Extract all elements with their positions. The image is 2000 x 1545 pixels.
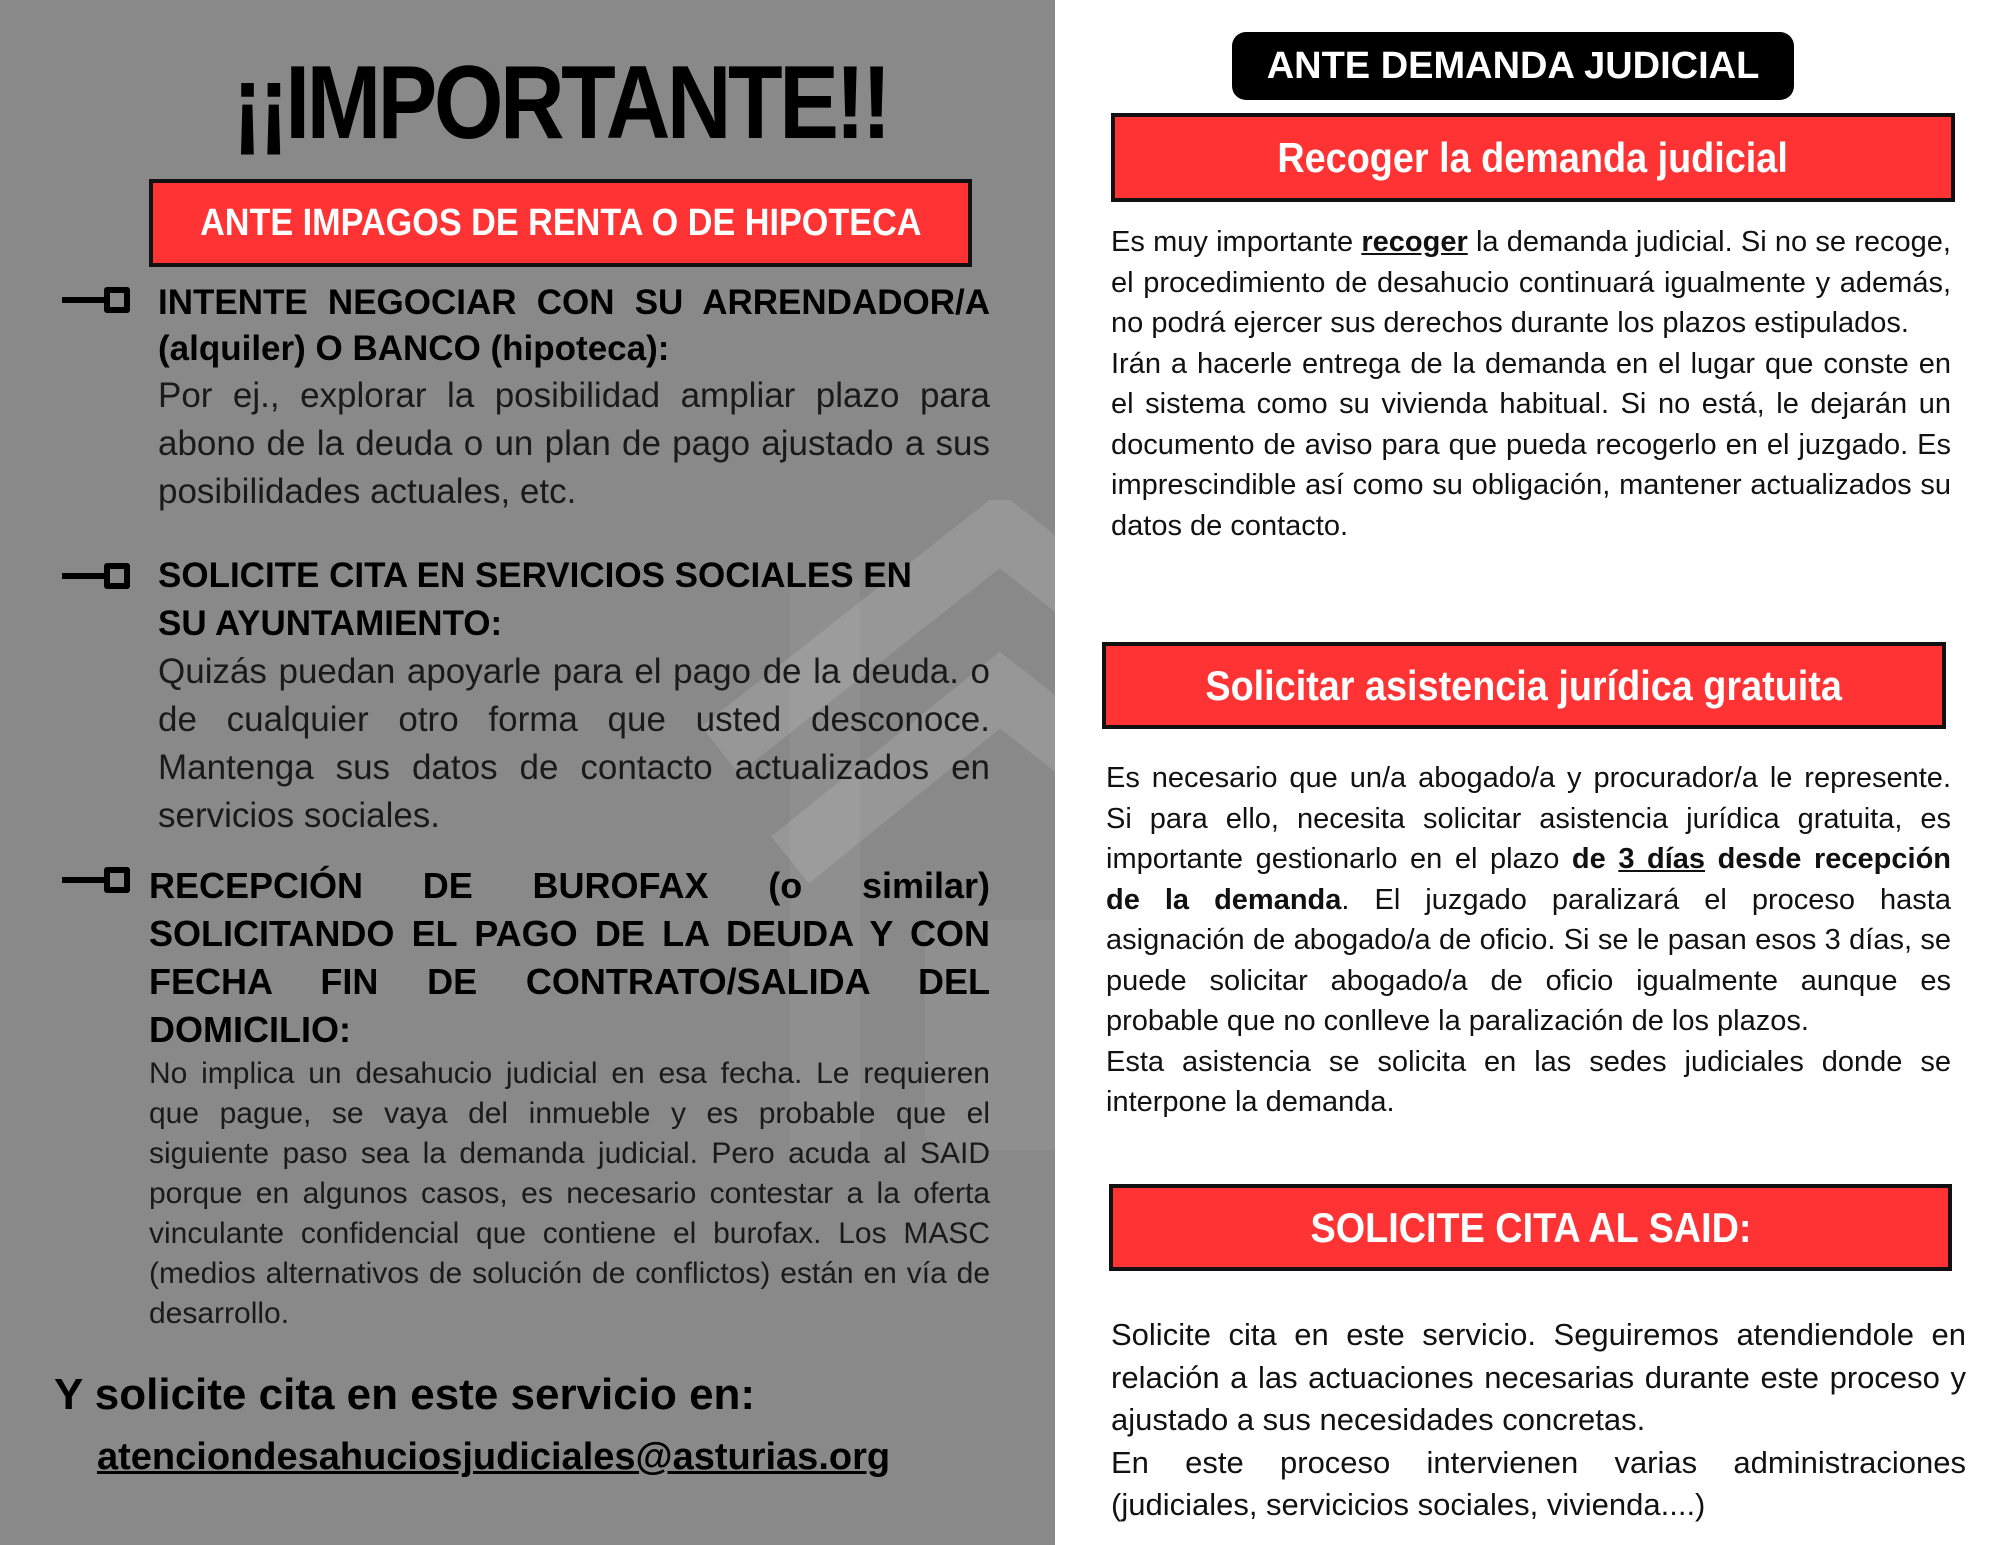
section-header-said-label: SOLICITE CITA AL SAID: bbox=[1310, 1203, 1751, 1251]
emphasis-recoger: recoger bbox=[1361, 226, 1468, 258]
paragraph-asistencia-1 bbox=[1106, 758, 1951, 1042]
text-run: Es necesario que un/a abogado/a y procurador/a le represente. Si para ello, necesita solicitar asistencia jurídica gratuita, es importante gestionarlo en el plazo bbox=[1106, 762, 1951, 875]
key-bullet-icon bbox=[62, 563, 132, 589]
paragraph-recoger-2: Irán a hacerle entrega de la demanda en el lugar que conste en el sistema como su vivienda habitual. Si no está, le dejarán un documento de aviso para que pueda recogerlo en el juzgado. Es imprescindible así como su obligación, mantener actualizados su datos de contacto. bbox=[1111, 347, 1951, 542]
item-heading: INTENTE NEGOCIAR CON SU ARRENDADOR/A (alquiler) O BANCO (hipoteca): bbox=[158, 283, 990, 368]
text-run: . El juzgado paralizará el proceso hasta asignación de abogado/a de oficio. Si se le pasan esos 3 días, se puede solicitar abogado/a de oficio igualmente aunque es probable que no conlleve la paralización de los plazos. bbox=[1106, 883, 1951, 1037]
paragraph-asistencia-2: Esta asistencia se solicita en las sedes judiciales donde se interpone la demanda. bbox=[1106, 1045, 1951, 1118]
paragraph-said-1: Solicite cita en este servicio. Seguiremos atendiendole en relación a las actuaciones necesarias durante este proceso y ajustado a sus necesidades concretas. bbox=[1111, 1317, 1966, 1437]
section-header-asistencia-label: Solicitar asistencia jurídica gratuita bbox=[1205, 661, 1843, 709]
list-item-negociar bbox=[158, 280, 990, 516]
text-run: Es muy importante bbox=[1111, 226, 1362, 258]
section-header-recoger-label: Recoger la demanda judicial bbox=[1277, 133, 1789, 181]
section-header-impagos bbox=[149, 179, 972, 267]
item-heading: SOLICITE CITA EN SERVICIOS SOCIALES EN SU AYUNTAMIENTO: bbox=[158, 556, 912, 643]
section-header-asistencia bbox=[1102, 642, 1946, 729]
section-header-said bbox=[1109, 1184, 1952, 1271]
item-body: No implica un desahucio judicial en esa fecha. Le requieren que pague, se vaya del inmueble y es probable que el siguiente paso sea la demanda judicial. Pero acuda al SAID porque en algunos casos, es necesario contestar a la oferta vinculante confidencial que contiene el burofax. Los MASC (medios alternativos de solución de conflictos) están en vía de desarrollo. bbox=[149, 1057, 990, 1330]
emphasis-run: de bbox=[1571, 843, 1619, 875]
key-bullet-icon bbox=[62, 867, 132, 893]
text-run: la demanda judicial. Si no se recoge, el procedimiento de desahucio continuará igualmente y además, no podrá ejercer sus derechos durante los plazos estipulados. bbox=[1111, 226, 1951, 339]
section-header-impagos-label: ANTE IMPAGOS DE RENTA O DE HIPOTECA bbox=[199, 201, 922, 244]
paragraph-said-2: En este proceso intervienen varias administraciones (judiciales, servicicios sociales, vivienda....) bbox=[1111, 1444, 1966, 1522]
pill-label: ANTE DEMANDA JUDICIAL bbox=[1266, 44, 1760, 87]
list-item-burofax bbox=[149, 862, 990, 1334]
pill-demanda-judicial bbox=[1232, 32, 1794, 100]
emphasis-3-dias: 3 días bbox=[1618, 843, 1706, 875]
item-body: Quizás puedan apoyarle para el pago de la deuda. o de cualquier otro forma que usted desconoce. Mantenga sus datos de contacto actualizados en servicios sociales. bbox=[158, 652, 990, 835]
key-bullet-icon bbox=[62, 287, 132, 313]
paragraph-asistencia bbox=[1106, 758, 1951, 1123]
list-item-servicios-sociales bbox=[158, 552, 990, 840]
emphasis-run: desde recepción de la demanda bbox=[1106, 843, 1951, 916]
email-link[interactable]: atenciondesahuciosjudiciales@asturias.org bbox=[97, 1436, 891, 1478]
item-heading: RECEPCIÓN DE BUROFAX (o similar) SOLICITANDO EL PAGO DE LA DEUDA Y CON FECHA FIN DE CONTRATO/SALIDA DEL DOMICILIO: bbox=[149, 865, 990, 1050]
page-title: ¡¡IMPORTANTE!! bbox=[232, 45, 889, 161]
item-body: Por ej., explorar la posibilidad ampliar plazo para abono de la deuda o un plan de pago ajustado a sus posibilidades actuales, etc. bbox=[158, 376, 990, 511]
cta-text: Y solicite cita en este servicio en: bbox=[54, 1370, 756, 1419]
section-header-recoger bbox=[1111, 113, 1955, 202]
paragraph-said bbox=[1111, 1314, 1966, 1527]
paragraph-recoger bbox=[1111, 222, 1951, 546]
paragraph-recoger-1 bbox=[1111, 222, 1951, 344]
